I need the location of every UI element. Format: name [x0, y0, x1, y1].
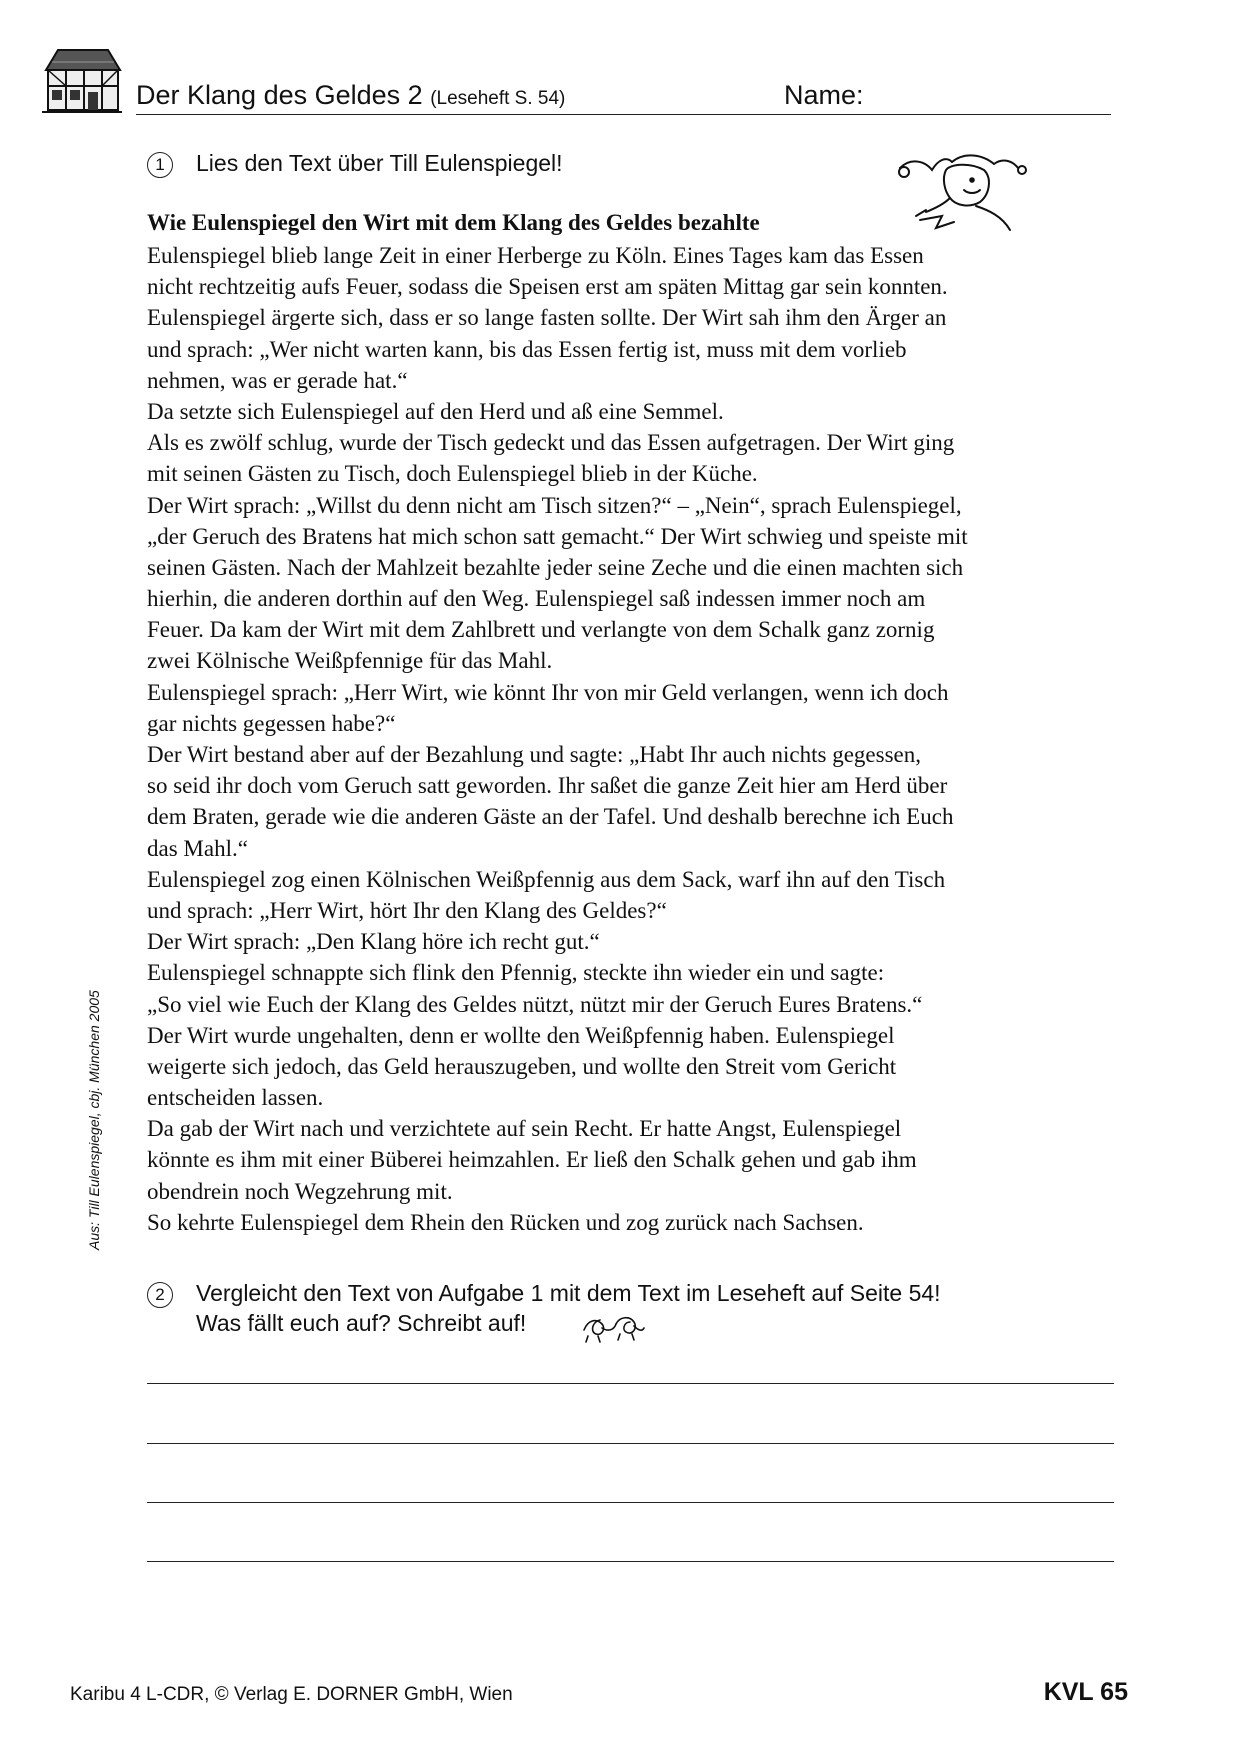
squiggle-icon [580, 1310, 646, 1344]
story-title: Wie Eulenspiegel den Wirt mit dem Klang des Geldes bezahlte [147, 210, 760, 235]
story-line: nehmen, was er gerade hat.“ [147, 367, 408, 393]
task-2-instruction [196, 1278, 941, 1338]
story-line: seinen Gästen. Nach der Mahlzeit bezahlte jeder seine Zeche und die einen machten sich [147, 554, 964, 580]
task-1-instruction: Lies den Text über Till Eulenspiegel! [196, 150, 563, 176]
footer-page-code: KVL 65 [1043, 1678, 1128, 1706]
story-line: „So viel wie Euch der Klang des Geldes nützt, nützt mir der Geruch Eures Bratens.“ [147, 991, 923, 1017]
story-line: Feuer. Da kam der Wirt mit dem Zahlbrett und verlangte von dem Schalk ganz zornig [147, 617, 935, 643]
story-line: Der Wirt sprach: „Den Klang höre ich recht gut.“ [147, 929, 600, 955]
story-line: Der Wirt sprach: „Willst du denn nicht am Tisch sitzen?“ – „Nein“, sprach Eulenspiegel, [147, 492, 962, 518]
answer-line[interactable] [147, 1383, 1114, 1384]
story-text [147, 240, 1147, 1238]
story-line: Der Wirt bestand aber auf der Bezahlung und sagte: „Habt Ihr auch nichts gegessen, [147, 742, 921, 767]
worksheet-title: Der Klang des Geldes 2 (Leseheft S. 54) [136, 80, 566, 110]
story-line: obendrein noch Wegzehrung mit. [147, 1178, 453, 1204]
story-line: Eulenspiegel schnappte sich flink den Pfennig, steckte ihn wieder ein und sagte: [147, 960, 885, 986]
story-line: „der Geruch des Bratens hat mich schon satt gemacht.“ Der Wirt schwieg und speiste mit [147, 523, 968, 549]
name-label: Name: [784, 80, 864, 110]
story-line: gar nichts gegessen habe?“ [147, 710, 396, 736]
task-2-line-1: Vergleicht den Text von Aufgabe 1 mit dem Text im Leseheft auf Seite 54! [196, 1280, 941, 1306]
story-line: So kehrte Eulenspiegel dem Rhein den Rücken und zog zurück nach Sachsen. [147, 1209, 864, 1235]
story-line: und sprach: „Wer nicht warten kann, bis das Essen fertig ist, muss mit dem vorlieb [147, 336, 907, 362]
story-line: Da gab der Wirt nach und verzichtete auf sein Recht. Er hatte Angst, Eulenspiegel [147, 1116, 902, 1142]
story-line: entscheiden lassen. [147, 1085, 324, 1111]
story-line: könnte es ihm mit einer Büberei heimzahlen. Er ließ den Schalk gehen und gab ihm [147, 1147, 917, 1173]
house-icon [38, 44, 124, 116]
story-line: Als es zwölf schlug, wurde der Tisch gedeckt und das Essen aufgetragen. Der Wirt ging [147, 430, 955, 456]
story-line: Eulenspiegel sprach: „Herr Wirt, wie könnt Ihr von mir Geld verlangen, wenn ich doch [147, 679, 949, 705]
story-line: und sprach: „Herr Wirt, hört Ihr den Klang des Geldes?“ [147, 897, 667, 923]
story-line: dem Braten, gerade wie die anderen Gäste an der Tafel. Und deshalb berechne ich Euch [147, 804, 954, 830]
story-line: Eulenspiegel ärgerte sich, dass er so lange fasten sollte. Der Wirt sah ihm den Ärger an [147, 305, 947, 331]
story-line: Eulenspiegel zog einen Kölnischen Weißpfennig aus dem Sack, warf ihn auf den Tisch [147, 866, 946, 892]
task-2-line-2: Was fällt euch auf? Schreibt auf! [196, 1310, 527, 1336]
story-line: weigerte sich jedoch, das Geld herauszugeben, und wollte den Streit vom Gericht [147, 1053, 897, 1079]
story-line: nicht rechtzeitig aufs Feuer, sodass die Speisen erst am späten Mittag gar sein konnten. [147, 274, 948, 300]
story-line: Der Wirt wurde ungehalten, denn er wollte den Weißpfennig haben. Eulenspiegel [147, 1022, 895, 1048]
answer-line[interactable] [147, 1561, 1114, 1562]
story-line: Da setzte sich Eulenspiegel auf den Herd und aß eine Semmel. [147, 398, 724, 424]
answer-line[interactable] [147, 1443, 1114, 1444]
jester-icon [890, 150, 1040, 232]
answer-line[interactable] [147, 1502, 1114, 1503]
story-line: das Mahl.“ [147, 835, 248, 861]
story-line: so seid ihr doch vom Geruch satt geworden. Ihr saßet die ganze Zeit hier am Herd über [147, 773, 948, 799]
story-line: zwei Kölnische Weißpfennige für das Mahl. [147, 648, 553, 674]
story-line: Eulenspiegel blieb lange Zeit in einer Herberge zu Köln. Eines Tages kam das Essen [147, 243, 924, 268]
source-credit: Aus: Till Eulenspiegel, cbj. München 2005 [86, 990, 102, 1250]
worksheet-subtitle: (Leseheft S. 54) [430, 88, 566, 109]
story-line: hierhin, die anderen dorthin auf den Weg. Eulenspiegel saß indessen immer noch am [147, 586, 926, 612]
story-line: mit seinen Gästen zu Tisch, doch Eulenspiegel blieb in der Küche. [147, 461, 758, 487]
footer-publisher: Karibu 4 L-CDR, © Verlag E. DORNER GmbH, Wien [70, 1684, 513, 1705]
worksheet-header [136, 78, 1111, 115]
task-number-1: 1 [147, 152, 173, 178]
task-number-2: 2 [147, 1282, 173, 1308]
